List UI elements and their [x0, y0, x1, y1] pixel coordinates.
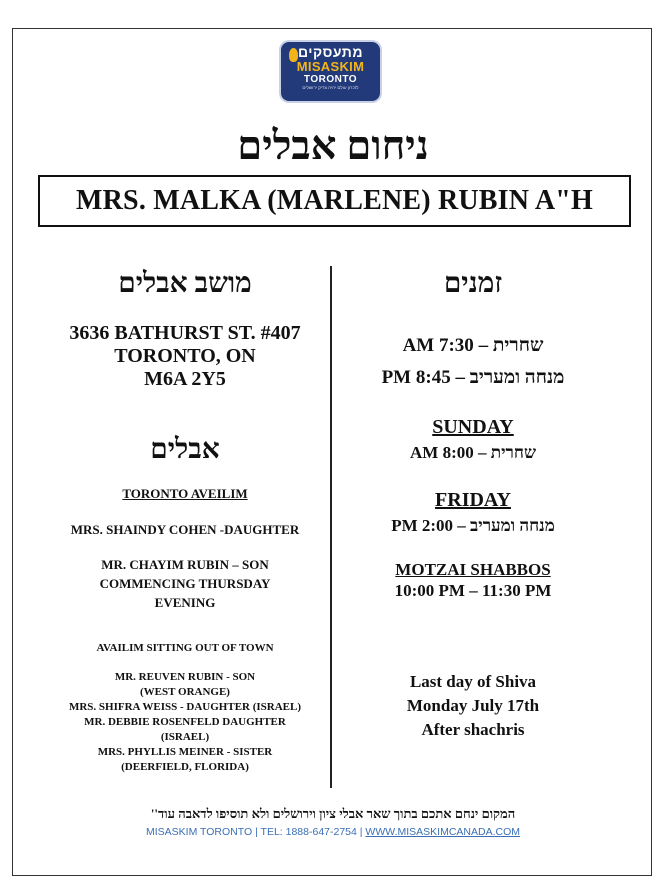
mourner-note: EVENING	[154, 595, 216, 610]
footer-website-link[interactable]: WWW.MISASKIMCANADA.COM	[365, 826, 521, 838]
sunday-time: שחרית – 8:00 AM	[409, 443, 537, 462]
shiva-last-day: Last day of Shiva	[409, 672, 537, 691]
weekday-shacharis-time: שחרית – 7:30 AM	[402, 335, 544, 356]
page-title: ניחום אבלים	[237, 123, 429, 168]
mourner-item: MR. CHAYIM RUBIN – SON	[101, 557, 269, 572]
motzai-shabbos-label: MOTZAI SHABBOS	[395, 560, 551, 579]
footer-org: MISASKIM TORONTO	[145, 826, 253, 838]
misaskim-logo	[281, 42, 380, 101]
footer-contact	[0, 826, 666, 838]
flame-icon	[289, 48, 298, 62]
footer-phone: TEL: 1888-647-2754	[260, 826, 357, 838]
sunday-label: SUNDAY	[432, 416, 514, 438]
mourner-note: COMMENCING THURSDAY	[99, 576, 271, 591]
out-of-town-item: MR. REUVEN RUBIN - SON	[114, 671, 256, 683]
times-heading: זמנים	[443, 268, 503, 299]
weekday-mincha-time: מנחה ומעריב – 8:45 PM	[381, 367, 565, 388]
friday-label: FRIDAY	[435, 489, 511, 511]
logo-tagline: לזכרון עולם יהיה צדיק ירושלים	[302, 85, 359, 90]
mourners-heading: אבלים	[150, 434, 220, 465]
logo-hebrew: מתעסקים	[297, 44, 364, 60]
out-of-town-item: MRS. SHIFRA WEISS - DAUGHTER (ISRAEL)	[68, 701, 302, 713]
friday-time: מנחה ומעריב – 2:00 PM	[391, 516, 555, 535]
out-of-town-item: (DEERFIELD, FLORIDA)	[121, 761, 249, 773]
toronto-aveilim-heading: TORONTO AVEILIM	[122, 486, 248, 501]
out-of-town-item: MRS. PHYLLIS MEINER - SISTER	[97, 746, 273, 758]
address-line-1: 3636 BATHURST ST. #407	[69, 322, 301, 344]
address-line-3: M6A 2Y5	[144, 368, 226, 390]
deceased-name: MRS. MALKA (MARLENE) RUBIN A"H	[38, 175, 631, 227]
mourner-item: MRS. SHAINDY COHEN -DAUGHTER	[70, 522, 300, 537]
footer-separator: |	[356, 826, 366, 838]
out-of-town-item: (ISRAEL)	[160, 731, 210, 743]
motzai-shabbos-time: 10:00 PM – 11:30 PM	[394, 581, 552, 600]
out-of-town-item: MR. DEBBIE ROSENFELD DAUGHTER	[84, 716, 286, 728]
out-of-town-heading: AVAILIM SITTING OUT OF TOWN	[96, 642, 274, 654]
shiva-date: Monday July 17th	[406, 696, 540, 715]
logo-city: TORONTO	[303, 74, 358, 85]
shiva-location-heading: מושב אבלים	[118, 268, 252, 299]
out-of-town-item: (WEST ORANGE)	[140, 686, 230, 698]
logo-name: MISASKIM	[296, 59, 365, 74]
shiva-note: After shachris	[421, 720, 525, 739]
footer-blessing: המקום ינחם אתכם בתוך שאר אבלי ציון וירושלים ולא תוסיפו לדאבה עוד''	[150, 806, 516, 821]
footer-separator: |	[252, 826, 261, 838]
address-line-2: TORONTO, ON	[114, 345, 256, 367]
